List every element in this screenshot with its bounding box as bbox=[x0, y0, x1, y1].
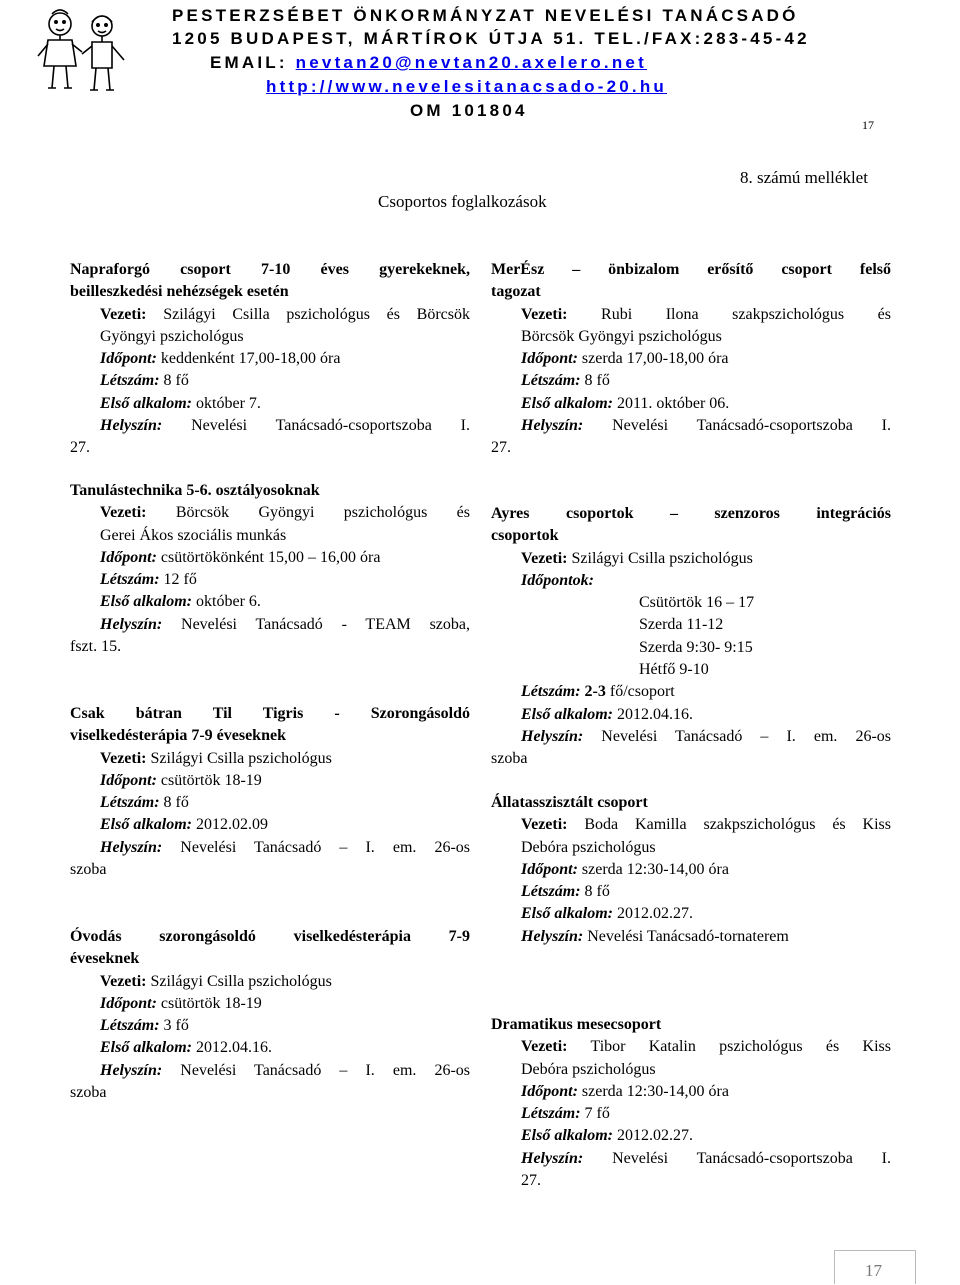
group-title: Napraforgó csoport 7-10 éves gyerekeknek, bbox=[70, 261, 470, 278]
group-title: Állatasszisztált csoport bbox=[491, 794, 648, 811]
times-label: Időpontok: bbox=[521, 571, 594, 589]
headcount: Létszám: 8 fő bbox=[100, 794, 189, 812]
leader-cont: Gyöngyi pszichológus bbox=[100, 327, 244, 345]
location-cont: fszt. 15. bbox=[70, 638, 122, 656]
first-session: Első alkalom: 2012.02.27. bbox=[521, 905, 694, 923]
leader: Vezeti: Boda Kamilla szakpszichológus és Kiss bbox=[521, 816, 891, 834]
meresz-group bbox=[491, 259, 891, 460]
location: Helyszín: Nevelési Tanácsadó-csoportszoba I. bbox=[521, 417, 891, 435]
email-line bbox=[210, 52, 647, 73]
time-slot: Szerda 11-12 bbox=[639, 616, 724, 634]
leader: Vezeti: Szilágyi Csilla pszichológus bbox=[100, 972, 332, 990]
location-cont: szoba bbox=[70, 1084, 107, 1102]
first-session: Első alkalom: 2012.04.16. bbox=[521, 705, 694, 723]
email-link[interactable]: nevtan20@nevtan20.axelero.net bbox=[295, 53, 647, 72]
group-title: Óvodás szorongásoldó viselkedésterápia 7-9 bbox=[70, 928, 470, 945]
group-title: Csak bátran Til Tigris - Szorongásoldó bbox=[70, 705, 470, 722]
institution-address: 1205 BUDAPEST, MÁRTÍROK ÚTJA 51. TEL./FAX:283-45-42 bbox=[172, 29, 810, 48]
group-title-cont: éveseknek bbox=[70, 950, 140, 968]
headcount: Létszám: 3 fő bbox=[100, 1017, 189, 1035]
leader: Vezeti: Tibor Katalin pszichológus és Kiss bbox=[521, 1038, 891, 1056]
leader-cont: Debóra pszichológus bbox=[521, 1060, 656, 1078]
email-label: EMAIL: bbox=[210, 53, 296, 72]
leader: Vezeti: Rubi Ilona szakpszichológus és bbox=[521, 305, 891, 323]
leader-cont: Börcsök Gyöngyi pszichológus bbox=[521, 327, 722, 345]
location-cont: szoba bbox=[491, 750, 528, 768]
group-title-cont: tagozat bbox=[491, 283, 541, 301]
tanulastechnika-group bbox=[70, 480, 470, 658]
headcount: Létszám: 8 fő bbox=[521, 372, 610, 390]
page-title: Csoportos foglalkozások bbox=[378, 192, 547, 211]
group-title: MerÉsz – önbizalom erősítő csoport felső bbox=[491, 261, 891, 278]
location: Helyszín: Nevelési Tanácsadó-csoportszoba I. bbox=[100, 417, 470, 435]
page-number-box bbox=[834, 1250, 916, 1284]
group-title: Tanulástechnika 5-6. osztályosoknak bbox=[70, 482, 320, 499]
time: Időpont: szerda 17,00-18,00 óra bbox=[521, 350, 729, 368]
leader-cont: Gerei Ákos szociális munkás bbox=[100, 526, 287, 544]
location: Helyszín: Nevelési Tanácsadó-tornaterem bbox=[521, 927, 789, 945]
headcount: Létszám: 7 fő bbox=[521, 1105, 610, 1123]
allatasszisztalt-group bbox=[491, 792, 891, 948]
first-session: Első alkalom: 2012.02.09 bbox=[100, 816, 269, 834]
ayres-group bbox=[491, 503, 891, 771]
group-title-cont: viselkedésterápia 7-9 éveseknek bbox=[70, 727, 286, 745]
institution-name: PESTERZSÉBET ÖNKORMÁNYZAT NEVELÉSI TANÁCSADÓ bbox=[172, 6, 799, 25]
headcount: Létszám: 8 fő bbox=[521, 883, 610, 901]
group-title: Ayres csoportok – szenzoros integrációs bbox=[491, 505, 891, 522]
time: Időpont: csütörtök 18-19 bbox=[100, 994, 262, 1012]
location: Helyszín: Nevelési Tanácsadó – I. em. 26-os bbox=[100, 1061, 470, 1079]
location: Helyszín: Nevelési Tanácsadó – I. em. 26-os bbox=[521, 727, 891, 745]
children-drawing-icon bbox=[36, 0, 128, 96]
headcount: Létszám: 12 fő bbox=[100, 571, 197, 589]
annex-label: 8. számú melléklet bbox=[740, 168, 868, 187]
first-session: Első alkalom: október 7. bbox=[100, 394, 261, 412]
first-session: Első alkalom: október 6. bbox=[100, 593, 261, 611]
leader: Vezeti: Szilágyi Csilla pszichológus bbox=[100, 749, 332, 767]
location: Helyszín: Nevelési Tanácsadó - TEAM szoba, bbox=[100, 615, 470, 633]
group-title: Dramatikus mesecsoport bbox=[491, 1016, 662, 1033]
napraforgo-group bbox=[70, 259, 470, 460]
time: Időpont: szerda 12:30-14,00 óra bbox=[521, 860, 729, 878]
leader-cont: Debóra pszichológus bbox=[521, 838, 656, 856]
leader: Vezeti: Börcsök Gyöngyi pszichológus és bbox=[100, 504, 470, 522]
leader: Vezeti: Szilágyi Csilla pszichológus és Börcsök bbox=[100, 305, 470, 323]
time-slot: Csütörtök 16 – 17 bbox=[639, 594, 755, 612]
time: Időpont: csütörtökönként 15,00 – 16,00 óra bbox=[100, 548, 381, 566]
time: Időpont: keddenként 17,00-18,00 óra bbox=[100, 350, 341, 368]
group-title-cont: beilleszkedési nehézségek esetén bbox=[70, 283, 289, 301]
ovodas-group bbox=[70, 926, 470, 1104]
location-cont: szoba bbox=[70, 861, 107, 879]
time-slot: Szerda 9:30- 9:15 bbox=[639, 638, 753, 656]
leader: Vezeti: Szilágyi Csilla pszichológus bbox=[521, 549, 753, 567]
headcount: Létszám: 8 fő bbox=[100, 372, 189, 390]
time: Időpont: szerda 12:30-14,00 óra bbox=[521, 1082, 729, 1100]
time-slot: Hétfő 9-10 bbox=[639, 661, 709, 679]
first-session: Első alkalom: 2012.02.27. bbox=[521, 1127, 694, 1145]
page-number-top: 17 bbox=[862, 118, 874, 132]
first-session: Első alkalom: 2012.04.16. bbox=[100, 1039, 273, 1057]
dramatikus-group bbox=[491, 1014, 891, 1192]
location-cont: 27. bbox=[521, 1172, 541, 1190]
page-number-bottom: 17 bbox=[865, 1261, 882, 1280]
time: Időpont: csütörtök 18-19 bbox=[100, 771, 262, 789]
location: Helyszín: Nevelési Tanácsadó – I. em. 26-os bbox=[100, 838, 470, 856]
om-number: OM 101804 bbox=[410, 101, 528, 120]
first-session: Első alkalom: 2011. október 06. bbox=[521, 394, 730, 412]
location-cont: 27. bbox=[70, 439, 90, 457]
headcount: Létszám: 2-3 fő/csoport bbox=[521, 683, 675, 701]
til-tigris-group bbox=[70, 703, 470, 881]
location: Helyszín: Nevelési Tanácsadó-csoportszoba I. bbox=[521, 1149, 891, 1167]
group-title-cont: csoportok bbox=[491, 527, 559, 545]
location-cont: 27. bbox=[491, 439, 511, 457]
website-link[interactable]: http://www.nevelesitanacsado-20.hu bbox=[266, 77, 668, 96]
